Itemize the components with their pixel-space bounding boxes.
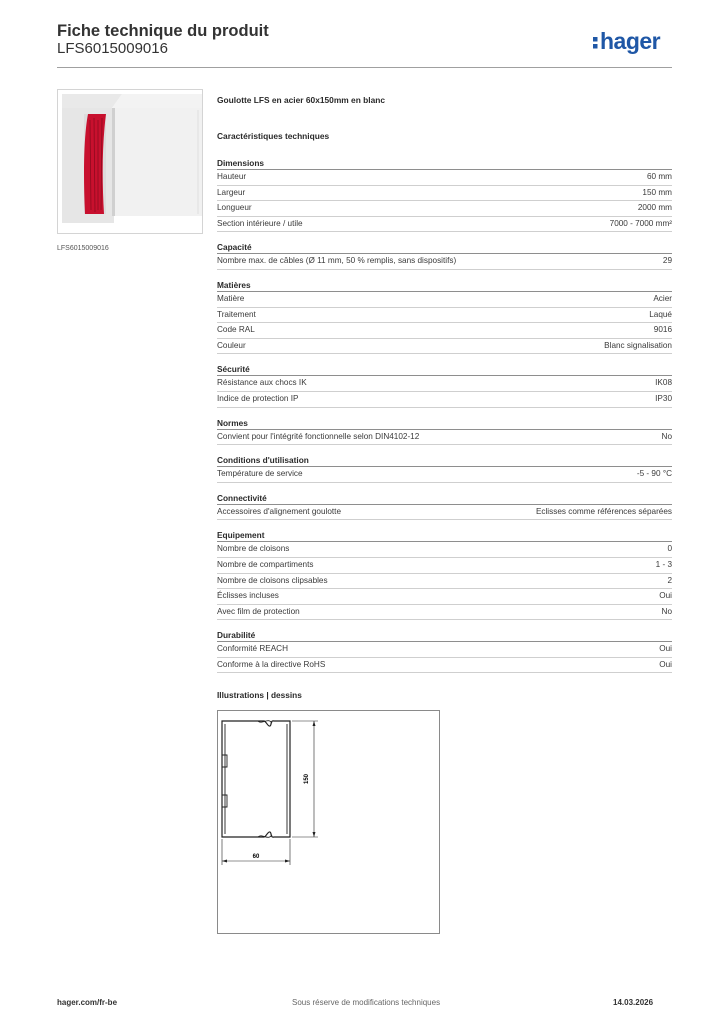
spec-sections bbox=[217, 157, 672, 673]
spec-row bbox=[217, 170, 672, 186]
spec-label: Largeur bbox=[217, 187, 246, 197]
section-title: Normes bbox=[217, 417, 672, 430]
spec-section bbox=[217, 241, 672, 270]
spec-section bbox=[217, 629, 672, 673]
spec-row bbox=[217, 658, 672, 674]
section-title: Equipement bbox=[217, 529, 672, 542]
section-title: Matières bbox=[217, 279, 672, 292]
spec-value: 150 mm bbox=[642, 187, 672, 197]
spec-label: Traitement bbox=[217, 309, 256, 319]
spec-value: Blanc signalisation bbox=[604, 340, 672, 350]
spec-value: 29 bbox=[662, 256, 672, 266]
product-code: LFS6015009016 bbox=[57, 40, 168, 57]
section-title: Durabilité bbox=[217, 629, 672, 642]
product-photo bbox=[57, 89, 203, 234]
header-divider bbox=[57, 67, 672, 68]
spec-row bbox=[217, 642, 672, 658]
illustrations-title: Illustrations | dessins bbox=[217, 690, 302, 700]
spec-label: Accessoires d'alignement goulotte bbox=[217, 506, 341, 516]
dimension-width: 60 bbox=[252, 854, 260, 860]
spec-value: Oui bbox=[659, 659, 672, 669]
spec-value: 60 mm bbox=[646, 172, 672, 181]
spec-label: Avec film de protection bbox=[217, 606, 300, 616]
spec-row bbox=[217, 467, 672, 483]
tech-specs-title: Caractéristiques techniques bbox=[217, 131, 330, 141]
spec-value: Acier bbox=[653, 293, 672, 303]
spec-label: Nombre de compartiments bbox=[217, 559, 314, 569]
spec-value: IK08 bbox=[655, 378, 672, 388]
spec-value: 0 bbox=[667, 544, 672, 554]
spec-section bbox=[217, 492, 672, 521]
spec-row bbox=[217, 308, 672, 324]
spec-value: No bbox=[661, 606, 672, 616]
dimension-height: 150 bbox=[304, 773, 310, 785]
section-title: Capacité bbox=[217, 241, 672, 254]
spec-label: Nombre de cloisons clipsables bbox=[217, 575, 328, 585]
spec-row bbox=[217, 430, 672, 446]
spec-row bbox=[217, 323, 672, 339]
logo-dots-icon bbox=[592, 28, 600, 54]
spec-row bbox=[217, 605, 672, 621]
spec-value: 9016 bbox=[653, 325, 672, 335]
spec-section bbox=[217, 157, 672, 232]
spec-content bbox=[217, 95, 672, 682]
spec-section bbox=[217, 279, 672, 354]
spec-row bbox=[217, 376, 672, 392]
photo-caption: LFS6015009016 bbox=[57, 245, 109, 252]
spec-label: Convient pour l'intégrité fonctionnelle selon DIN4102-12 bbox=[217, 431, 420, 441]
spec-row bbox=[217, 574, 672, 590]
spec-row bbox=[217, 217, 672, 233]
spec-row bbox=[217, 201, 672, 217]
spec-row bbox=[217, 292, 672, 308]
section-title: Conditions d'utilisation bbox=[217, 454, 672, 467]
footer-website: hager.com/fr-be bbox=[57, 998, 118, 1007]
footer-date: 14.03.2026 bbox=[613, 998, 654, 1007]
spec-label: Couleur bbox=[217, 340, 246, 350]
spec-label: Éclisses incluses bbox=[217, 591, 279, 601]
spec-row bbox=[217, 589, 672, 605]
spec-value: -5 - 90 °C bbox=[636, 469, 672, 479]
spec-label: Nombre max. de câbles (Ø 11 mm, 50 % remplis, sans dispositifs) bbox=[217, 256, 457, 266]
spec-value: No bbox=[661, 431, 672, 441]
spec-value: Laqué bbox=[649, 309, 672, 319]
spec-row bbox=[217, 505, 672, 521]
spec-value: IP30 bbox=[655, 393, 672, 403]
page-title: Fiche technique du produit bbox=[57, 22, 269, 40]
section-title: Sécurité bbox=[217, 363, 672, 376]
spec-row bbox=[217, 392, 672, 408]
product-title: Goulotte LFS en acier 60x150mm en blanc bbox=[217, 95, 386, 105]
technical-drawing bbox=[217, 710, 440, 934]
spec-label: Nombre de cloisons bbox=[217, 544, 290, 554]
spec-label: Code RAL bbox=[217, 325, 255, 335]
spec-value: Oui bbox=[659, 591, 672, 601]
spec-label: Indice de protection IP bbox=[217, 393, 299, 403]
spec-value: 2000 mm bbox=[637, 203, 672, 213]
spec-label: Hauteur bbox=[217, 172, 247, 181]
spec-label: Longueur bbox=[217, 203, 252, 213]
spec-label: Section intérieure / utile bbox=[217, 218, 303, 228]
spec-label: Conforme à la directive RoHS bbox=[217, 659, 326, 669]
spec-value: 2 bbox=[667, 575, 672, 585]
spec-value: Eclisses comme références séparées bbox=[535, 506, 672, 516]
spec-row bbox=[217, 542, 672, 558]
spec-label: Température de service bbox=[217, 469, 303, 479]
spec-row bbox=[217, 186, 672, 202]
spec-label: Matière bbox=[217, 293, 245, 303]
spec-row bbox=[217, 558, 672, 574]
section-title: Dimensions bbox=[217, 157, 672, 170]
footer-disclaimer: Sous réserve de modifications techniques bbox=[292, 998, 441, 1007]
spec-label: Conformité REACH bbox=[217, 644, 288, 654]
spec-section bbox=[217, 454, 672, 483]
spec-row bbox=[217, 254, 672, 270]
hager-logo bbox=[592, 28, 660, 55]
spec-value: Oui bbox=[659, 644, 672, 654]
spec-value: 1 - 3 bbox=[655, 559, 672, 569]
spec-value: 7000 - 7000 mm² bbox=[609, 218, 672, 228]
spec-section bbox=[217, 363, 672, 407]
section-title: Connectivité bbox=[217, 492, 672, 505]
spec-row bbox=[217, 339, 672, 355]
spec-section bbox=[217, 529, 672, 620]
spec-label: Résistance aux chocs IK bbox=[217, 378, 307, 388]
spec-section bbox=[217, 417, 672, 446]
logo-text: hager bbox=[600, 28, 661, 54]
